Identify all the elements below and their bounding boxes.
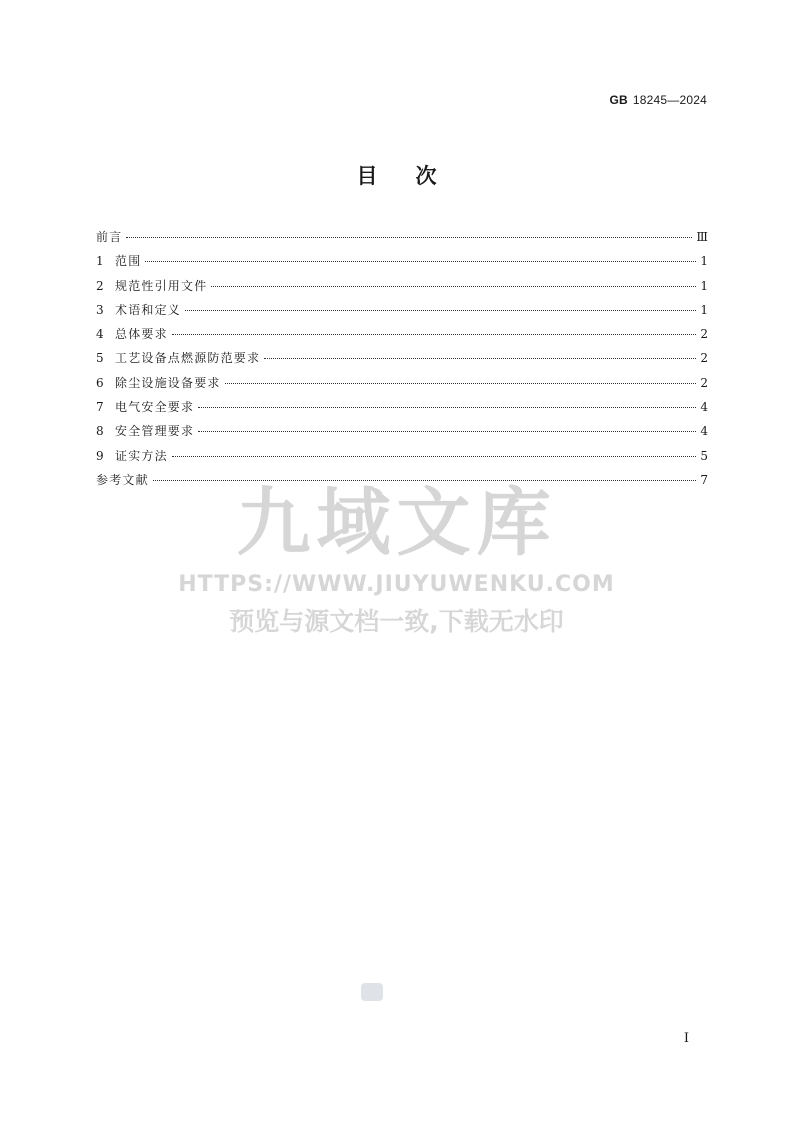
toc-entry-page: 4 [700,424,708,439]
standard-number: 18245—2024 [632,93,707,107]
toc-entry-bibliography[interactable] [96,471,708,495]
watermark-note: 预览与源文档一致,下载无水印 [229,607,564,636]
toc-entry-foreword[interactable] [96,228,708,252]
toc-entry-number: 7 [96,400,104,415]
toc-entry-label: 安全管理要求 [115,424,195,439]
toc-entry-label: 前言 [96,230,123,244]
toc-entry-9[interactable] [96,447,708,471]
toc-entry-page: 4 [700,400,708,415]
toc-entry-number: 5 [96,351,104,366]
standard-code [610,93,707,107]
toc-entry-number: 1 [96,254,104,269]
toc-entry-page: 2 [700,327,708,342]
watermark-brand: 九域文库 [236,480,557,566]
toc-leader-dots [172,455,696,457]
toc-leader-dots [145,260,696,262]
toc-entry-page: 2 [700,375,708,390]
toc-entry-page: 1 [700,278,708,293]
toc-entry-label: 证实方法 [115,448,168,463]
toc-entry-page: 1 [700,302,708,317]
toc-entry-page: 1 [700,254,708,269]
toc-leader-dots [172,333,696,335]
toc-entry-label: 电气安全要求 [115,400,195,415]
toc-leader-dots [225,382,696,384]
toc-entry-number: 6 [96,375,104,390]
toc-entry-number: 2 [96,278,104,293]
toc-entry-label: 范围 [115,254,142,269]
toc-leader-dots [153,479,696,481]
watermark-url: HTTPS://WWW.JIUYUWENKU.COM [178,572,615,597]
toc-entry-number: 4 [96,327,104,342]
toc-entry-page: 2 [700,351,708,366]
toc-title: 目次 [356,164,475,188]
toc-entry-1[interactable] [96,252,708,276]
toc-entry-6[interactable] [96,374,708,398]
toc-entry-number: 8 [96,424,104,439]
toc-leader-dots [264,357,696,359]
toc-entry-number: 3 [96,302,104,317]
toc-entry-page: 7 [700,472,708,487]
toc-entry-3[interactable] [96,301,708,325]
page-number: I [683,1031,689,1046]
toc-entry-page: Ⅲ [696,230,708,244]
toc-entry-page: 5 [700,448,708,463]
toc-entry-label: 工艺设备点燃源防范要求 [115,351,261,366]
toc-entry-4[interactable] [96,325,708,349]
toc-entry-8[interactable] [96,422,708,446]
toc-entry-label: 规范性引用文件 [115,278,208,293]
toc-entry-label: 除尘设施设备要求 [115,375,221,390]
watermark [0,478,793,640]
table-of-contents [96,228,708,495]
toc-leader-dots [126,236,692,238]
toc-entry-label: 总体要求 [115,327,168,342]
toc-leader-dots [198,430,696,432]
toc-entry-7[interactable] [96,398,708,422]
toc-leader-dots [198,406,696,408]
toc-leader-dots [185,309,696,311]
toc-entry-label: 参考文献 [96,472,149,487]
toc-entry-label: 术语和定义 [115,302,182,317]
publisher-logo-icon [361,983,383,1001]
toc-entry-5[interactable] [96,349,708,373]
toc-entry-2[interactable] [96,277,708,301]
toc-entry-number: 9 [96,448,104,463]
toc-leader-dots [211,285,696,287]
standard-prefix: GB [609,93,628,107]
